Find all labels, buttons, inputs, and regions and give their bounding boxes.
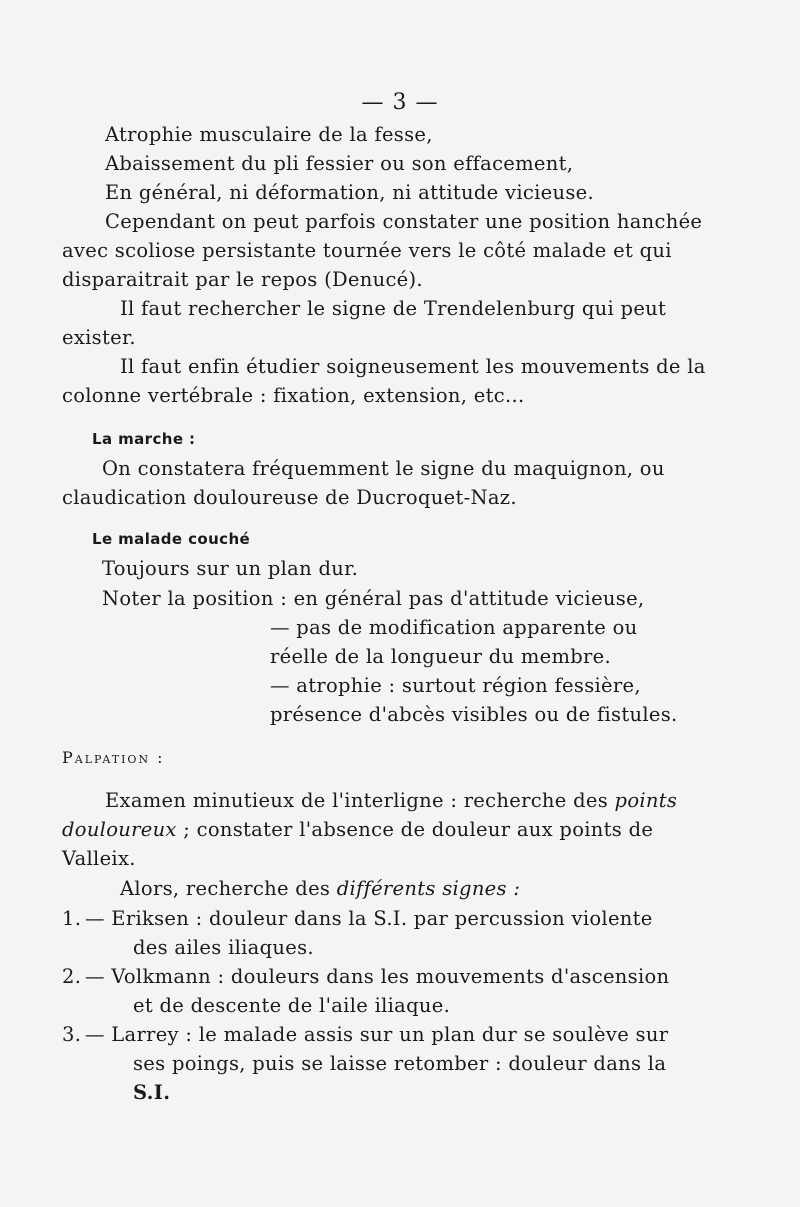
text-span: Examen minutieux de l'interligne : recherche des bbox=[105, 789, 615, 812]
text-line: En général, ni déformation, ni attitude vicieuse. bbox=[105, 181, 594, 204]
text-line bbox=[105, 791, 677, 811]
list-item-line: S.I. bbox=[133, 1081, 171, 1104]
text-line: Atrophie musculaire de la fesse, bbox=[105, 123, 433, 146]
italic-span: points bbox=[614, 789, 678, 812]
text-line: — atrophie : surtout région fessière, bbox=[270, 674, 641, 697]
text-line: — pas de modification apparente ou bbox=[270, 616, 638, 639]
text-line bbox=[120, 879, 520, 899]
section-heading-marche: La marche : bbox=[92, 430, 196, 448]
text-line: disparaitrait par le repos (Denucé). bbox=[62, 268, 423, 291]
text-line: avec scoliose persistante tournée vers le côté malade et qui bbox=[62, 239, 672, 262]
list-item-line: — Eriksen : douleur dans la S.I. par percussion violente bbox=[85, 907, 653, 930]
italic-span: différents signes : bbox=[336, 877, 521, 900]
section-heading-couche: Le malade couché bbox=[92, 530, 251, 548]
text-line: Valleix. bbox=[62, 847, 136, 870]
text-line bbox=[62, 820, 653, 840]
text-line: réelle de la longueur du membre. bbox=[270, 645, 611, 668]
list-number: 1. bbox=[62, 907, 82, 930]
list-number: 3. bbox=[62, 1023, 82, 1046]
text-span: Alors, recherche des bbox=[120, 877, 337, 900]
section-heading-palpation: Palpation : bbox=[62, 748, 165, 767]
text-line: colonne vertébrale : fixation, extension, etc... bbox=[62, 384, 525, 407]
list-item-line: — Volkmann : douleurs dans les mouvements d'ascension bbox=[85, 965, 670, 988]
list-number: 2. bbox=[62, 965, 82, 988]
text-line: Il faut rechercher le signe de Trendelenburg qui peut bbox=[120, 297, 667, 320]
page-number: — 3 — bbox=[361, 90, 439, 115]
text-line: Toujours sur un plan dur. bbox=[102, 557, 359, 580]
text-span: ; constater l'absence de douleur aux points de bbox=[176, 818, 654, 841]
text-line: Noter la position : en général pas d'attitude vicieuse, bbox=[102, 587, 645, 610]
list-item-line: des ailes iliaques. bbox=[133, 936, 314, 959]
text-line: On constatera fréquemment le signe du maquignon, ou bbox=[102, 457, 665, 480]
text-line: Abaissement du pli fessier ou son effacement, bbox=[105, 152, 574, 175]
list-item-line: et de descente de l'aile iliaque. bbox=[133, 994, 451, 1017]
list-item-line: — Larrey : le malade assis sur un plan dur se soulève sur bbox=[85, 1023, 669, 1046]
text-line: exister. bbox=[62, 326, 136, 349]
italic-span: douloureux bbox=[62, 818, 177, 841]
text-line: claudication douloureuse de Ducroquet-Naz. bbox=[62, 486, 517, 509]
text-line: présence d'abcès visibles ou de fistules. bbox=[270, 703, 678, 726]
list-item-line: ses poings, puis se laisse retomber : douleur dans la bbox=[133, 1052, 667, 1075]
text-line: Cependant on peut parfois constater une position hanchée bbox=[105, 210, 703, 233]
text-line: Il faut enfin étudier soigneusement les mouvements de la bbox=[120, 355, 706, 378]
